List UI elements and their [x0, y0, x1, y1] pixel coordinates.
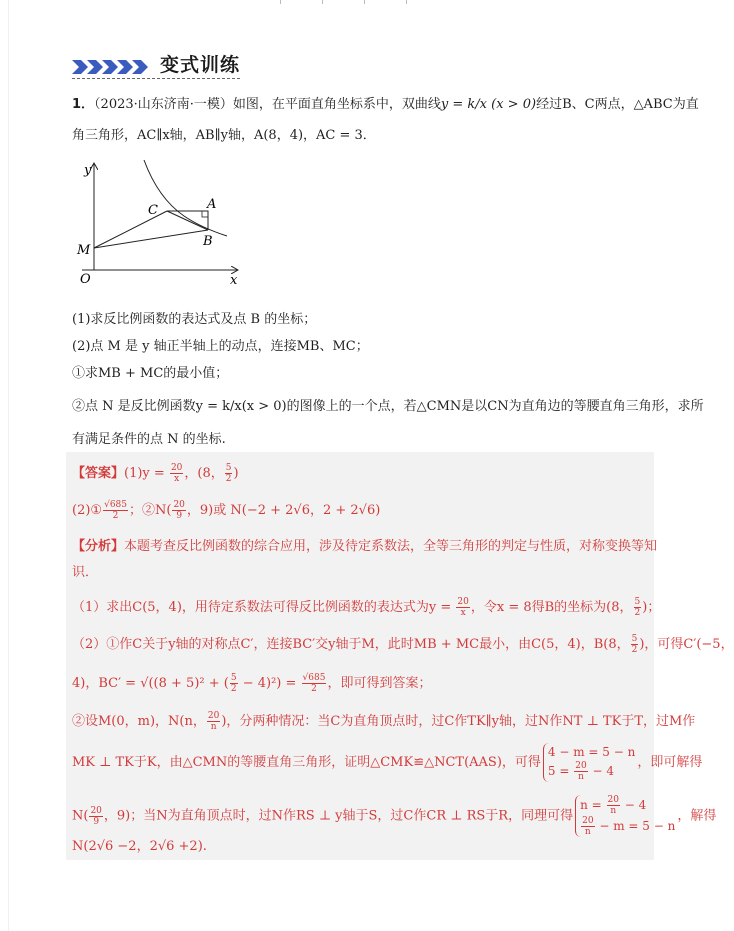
analysis-step-7: N(2√6 −2，2√6 +2). — [72, 839, 207, 854]
step-3-text: 4)，BC′ = √((8 + 5)² + ( — [72, 676, 229, 691]
function-expression: y = k/x (x > 0) — [440, 97, 537, 112]
answer-line-2 — [72, 500, 380, 521]
question-source: （2023·山东济南·一模） — [94, 97, 233, 112]
step-2-text-b: )，可得C′(−5， — [639, 637, 734, 652]
analysis-line-2: 识． — [72, 565, 99, 580]
step-5-text-b: ，即可解得 — [637, 755, 703, 770]
answer-label: 【答案】 — [72, 466, 125, 481]
fraction-denominator: 2 — [311, 684, 317, 694]
equation-system-1 — [543, 743, 635, 782]
answer-1-text: (1)y = — [124, 466, 169, 481]
step-6-text-b: ，9)；当N为直角顶点时，过N作RS ⊥ y轴于S，过C作CR ⊥ RS于R，同理可得 — [103, 808, 574, 824]
top-crop-marks — [280, 0, 410, 4]
fraction-20-over-n — [581, 816, 594, 837]
fraction-sqrt685-over-2 — [103, 500, 128, 521]
fraction-5-over-2 — [225, 463, 233, 484]
fraction-denominator: x — [460, 608, 466, 618]
question-sub-2-line-2: 有满足条件的点 N 的坐标. — [72, 432, 226, 447]
step-4-text: ②设M(0，m)，N(n， — [72, 714, 206, 729]
question-line-2: 角三角形，AC∥x轴，AB∥y轴，A(8，4)，AC = 3． — [72, 128, 376, 143]
fraction-numerator: 20 — [582, 816, 594, 826]
fraction-numerator: √685 — [104, 500, 127, 510]
analysis-step-6 — [72, 795, 716, 837]
fraction-20-over-x — [456, 597, 469, 618]
y-axis-label: y — [84, 163, 92, 178]
analysis-step-2 — [72, 634, 734, 655]
analysis-step-3 — [72, 673, 431, 694]
fraction-numerator: 5 — [631, 634, 638, 644]
fraction-numerator: 20 — [170, 463, 183, 473]
question-sub-2-line-1: ②点 N 是反比例函数y = k/x(x > 0)的图像上的一个点，若△CMN是以CN为直角边的等腰直角三角形，求所 — [72, 399, 704, 414]
fraction-denominator: 2 — [631, 645, 638, 655]
page-edge-line — [8, 0, 9, 931]
fraction-20-over-x — [170, 463, 183, 484]
analysis-line-1 — [72, 537, 657, 557]
fraction-denominator: 2 — [112, 511, 119, 521]
fraction-numerator: 5 — [225, 463, 232, 473]
fraction-numerator: 5 — [230, 673, 237, 683]
analysis-step-4 — [72, 711, 695, 732]
answer-2-tail: ，9)或 N(−2 + 2√6，2 + 2√6) — [186, 503, 381, 518]
step-1-text-b: ，令x = 8得B的坐标为(8， — [470, 600, 633, 615]
equation-2-post: − 4 — [588, 764, 615, 778]
answer-line-1 — [72, 463, 239, 484]
answer-2-mid: ；②N( — [129, 503, 172, 518]
step-4-text-b: )，分两种情况：当C为直角顶点时，过C作TK∥y轴，过N作NT ⊥ TK于T，过M作 — [221, 714, 696, 729]
fraction-numerator: 20 — [607, 795, 619, 805]
title-underline — [72, 78, 240, 79]
equation-1 — [580, 795, 675, 816]
equation-2-pre: 5 = — [547, 764, 574, 778]
fraction-5-over-2 — [230, 673, 238, 694]
chevron-arrows-icon — [72, 58, 152, 76]
step-2-text: （2）①作C关于y轴的对称点C′，连接BC′交y轴于M，此时MB + MC最小，由C(5，4)，B(8， — [72, 637, 630, 652]
fraction-denominator: x — [174, 474, 180, 484]
fraction-denominator: n — [584, 827, 591, 837]
question-part-2: (2)点 M 是 y 轴正半轴上的动点，连接MB、MC； — [72, 339, 369, 354]
fraction-denominator: 2 — [230, 684, 237, 694]
answer-1-end: ) — [233, 466, 239, 481]
fraction-denominator: n — [610, 806, 617, 816]
fraction-denominator: n — [578, 772, 584, 782]
step-3-text-b: − 4)²) = — [238, 676, 301, 691]
fraction-20-over-n — [574, 761, 587, 782]
analysis-intro: 本题考查反比例函数的综合应用，涉及待定系数法，全等三角形的判定与性质，对称变换等知 — [124, 539, 658, 554]
point-m-label: M — [77, 243, 91, 258]
fraction-numerator: 20 — [457, 597, 469, 607]
step-1-text-c: )； — [642, 600, 661, 615]
fraction-20-over-n — [207, 711, 220, 732]
x-axis-label: x — [230, 273, 238, 288]
point-a-label: A — [207, 197, 217, 212]
section-title: 变式训练 — [160, 54, 241, 76]
fraction-sqrt685-over-2 — [302, 673, 327, 694]
fraction-20-over-9 — [89, 806, 102, 827]
analysis-step-1 — [72, 597, 660, 618]
fraction-numerator: 20 — [173, 500, 185, 510]
fraction-20-over-9 — [172, 500, 185, 521]
fraction-numerator: √685 — [302, 673, 326, 683]
analysis-step-5 — [72, 743, 702, 782]
fraction-5-over-2 — [631, 634, 639, 655]
fraction-denominator: 2 — [634, 608, 641, 618]
step-1-text: （1）求出C(5，4)，用待定系数法可得反比例函数的表达式为y = — [72, 600, 456, 615]
step-6-text: N( — [72, 808, 89, 824]
fraction-numerator: 5 — [634, 597, 641, 607]
equation-2 — [580, 816, 675, 837]
equation-1-pre: n = — [580, 798, 606, 812]
origin-label: O — [80, 272, 91, 287]
question-text-1: 如图，在平面直角坐标系中，双曲线 — [232, 97, 441, 112]
equation-2 — [548, 761, 635, 782]
equation-2-post: − m = 5 − n — [595, 819, 676, 833]
step-5-text: MK ⊥ TK于K，由△CMN的等腰直角三角形，证明△CMK≌△NCT(AAS)，可得 — [72, 755, 541, 770]
analysis-label: 【分析】 — [72, 539, 125, 554]
fraction-numerator: 20 — [575, 761, 587, 771]
equation-1: 4 − m = 5 − n — [547, 745, 636, 759]
fraction-denominator: n — [210, 722, 217, 732]
fraction-5-over-2 — [634, 597, 642, 618]
fraction-denominator: 9 — [176, 511, 183, 521]
equation-system-2 — [575, 795, 675, 837]
answer-2-text: (2)① — [72, 503, 103, 518]
fraction-denominator: 2 — [225, 474, 232, 484]
step-3-text-c: ，即可得到答案； — [327, 676, 432, 691]
fraction-denominator: 9 — [93, 816, 100, 827]
answer-1-mid: ，(8， — [184, 466, 224, 481]
coordinate-graph — [72, 158, 242, 288]
question-number: 1． — [72, 97, 95, 112]
point-b-label: B — [203, 234, 213, 249]
step-6-text-c: ，解得 — [677, 808, 717, 824]
question-part-1: (1)求反比例函数的表达式及点 B 的坐标； — [72, 312, 317, 327]
fraction-numerator: 20 — [90, 805, 102, 816]
equation-1-post: − 4 — [620, 798, 647, 812]
fraction-numerator: 20 — [207, 711, 220, 721]
fraction-20-over-n — [607, 795, 620, 816]
point-c-label: C — [148, 203, 158, 218]
question-line-1 — [72, 95, 699, 115]
question-sub-1: ①求MB + MC的最小值； — [72, 366, 229, 381]
question-text-1-tail: 经过B、C两点，△ABC为直 — [536, 97, 699, 112]
